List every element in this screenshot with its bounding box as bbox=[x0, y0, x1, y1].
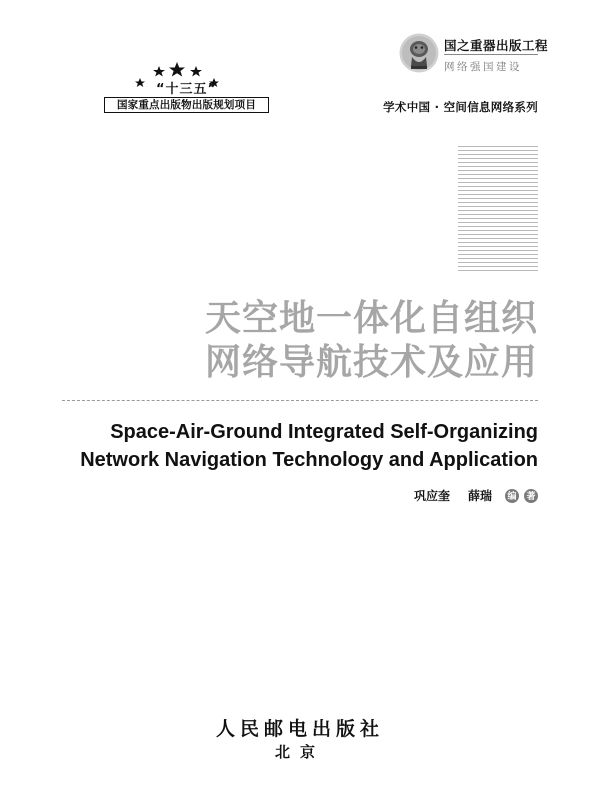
badge-title: “十三五” bbox=[155, 82, 218, 97]
role-author-icon: 著 bbox=[524, 489, 538, 503]
title-cn bbox=[205, 297, 538, 385]
authors bbox=[414, 487, 538, 504]
project-divider bbox=[444, 54, 538, 55]
badge-box bbox=[104, 97, 269, 113]
project-subtitle: 网络强国建设 bbox=[444, 61, 522, 73]
publisher-city: 北京 bbox=[274, 743, 325, 761]
thirteenth-five-year-badge bbox=[104, 62, 269, 114]
decorative-lines bbox=[458, 146, 538, 274]
title-cn-line-2: 网络导航技术及应用 bbox=[204, 342, 538, 383]
title-divider bbox=[62, 400, 538, 401]
title-en-line-1: Space-Air-Ground Integrated Self-Organizing bbox=[110, 421, 538, 443]
title-en-line-2: Network Navigation Technology and Application bbox=[80, 449, 538, 471]
project-title: 国之重器出版工程 bbox=[444, 38, 549, 53]
emblem-icon bbox=[399, 33, 439, 73]
series-name: 学术中国 · 空间信息网络系列 bbox=[383, 100, 538, 114]
publisher-name: 人民邮电出版社 bbox=[215, 718, 384, 740]
role-edit-icon: 编 bbox=[505, 489, 519, 503]
title-en bbox=[80, 418, 538, 474]
author-name: 巩应奎 bbox=[413, 489, 450, 503]
author-name: 薛瑞 bbox=[467, 489, 492, 503]
badge-subtitle: 国家重点出版物出版规划项目 bbox=[116, 99, 257, 111]
title-cn-line-1: 天空地一体化自组织 bbox=[204, 298, 538, 339]
